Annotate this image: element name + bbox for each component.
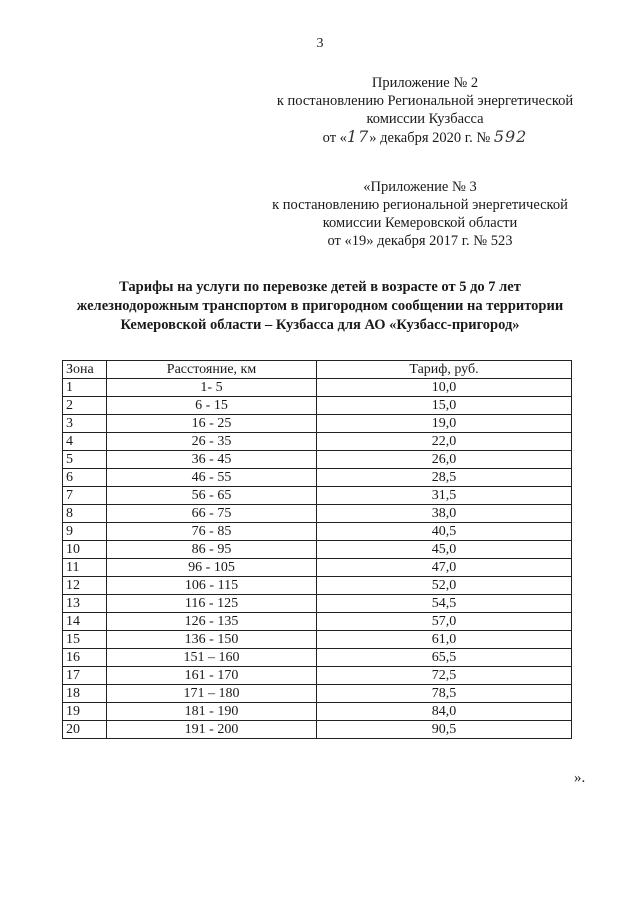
- table-row: [63, 523, 572, 541]
- cell-zone: 3: [63, 415, 107, 433]
- cell-tariff: 28,5: [317, 469, 572, 487]
- cell-distance: 136 - 150: [107, 631, 317, 649]
- cell-tariff: 47,0: [317, 559, 572, 577]
- cell-distance: 191 - 200: [107, 721, 317, 739]
- table-row: [63, 667, 572, 685]
- cell-tariff: 61,0: [317, 631, 572, 649]
- cell-tariff: 65,5: [317, 649, 572, 667]
- cell-zone: 16: [63, 649, 107, 667]
- table-row: [63, 415, 572, 433]
- header-zone: Зона: [63, 361, 107, 379]
- header-distance: Расстояние, км: [107, 361, 317, 379]
- appendix-new-line3: комиссии Кузбасса: [366, 111, 484, 127]
- tariff-table: [62, 360, 572, 739]
- cell-zone: 5: [63, 451, 107, 469]
- handwritten-number: 592: [493, 127, 528, 146]
- handwritten-day: 17: [346, 127, 370, 146]
- cell-zone: 8: [63, 505, 107, 523]
- table-row: [63, 505, 572, 523]
- table-row: [63, 721, 572, 739]
- cell-tariff: 40,5: [317, 523, 572, 541]
- cell-tariff: 10,0: [317, 379, 572, 397]
- cell-distance: 56 - 65: [107, 487, 317, 505]
- cell-distance: 26 - 35: [107, 433, 317, 451]
- cell-tariff: 45,0: [317, 541, 572, 559]
- table-body: [63, 379, 572, 739]
- table-row: [63, 541, 572, 559]
- cell-distance: 76 - 85: [107, 523, 317, 541]
- appendix-new-line2: к постановлению Региональной энергетической: [276, 93, 574, 109]
- cell-distance: 116 - 125: [107, 595, 317, 613]
- date-prefix: от «: [322, 130, 347, 146]
- cell-zone: 9: [63, 523, 107, 541]
- cell-distance: 171 – 180: [107, 685, 317, 703]
- cell-zone: 13: [63, 595, 107, 613]
- cell-distance: 66 - 75: [107, 505, 317, 523]
- table-row: [63, 649, 572, 667]
- cell-tariff: 31,5: [317, 487, 572, 505]
- table-row: [63, 433, 572, 451]
- title-line1: Тарифы на услуги по перевозке детей в возрасте от 5 до 7 лет: [119, 279, 521, 295]
- appendix-new: [260, 74, 590, 147]
- table-row: [63, 595, 572, 613]
- cell-tariff: 78,5: [317, 685, 572, 703]
- cell-distance: 46 - 55: [107, 469, 317, 487]
- appendix-new-date: [260, 128, 590, 147]
- cell-zone: 7: [63, 487, 107, 505]
- cell-zone: 20: [63, 721, 107, 739]
- cell-tariff: 19,0: [317, 415, 572, 433]
- table-row: [63, 451, 572, 469]
- title-line3: Кемеровской области – Кузбасса для АО «Кузбасс-пригород»: [120, 317, 520, 333]
- cell-tariff: 72,5: [317, 667, 572, 685]
- cell-tariff: 52,0: [317, 577, 572, 595]
- cell-zone: 19: [63, 703, 107, 721]
- table-row: [63, 397, 572, 415]
- cell-tariff: 38,0: [317, 505, 572, 523]
- cell-zone: 6: [63, 469, 107, 487]
- cell-zone: 18: [63, 685, 107, 703]
- cell-distance: 181 - 190: [107, 703, 317, 721]
- table-header-row: [63, 361, 572, 379]
- cell-tariff: 57,0: [317, 613, 572, 631]
- cell-tariff: 26,0: [317, 451, 572, 469]
- table-row: [63, 487, 572, 505]
- cell-distance: 126 - 135: [107, 613, 317, 631]
- cell-zone: 10: [63, 541, 107, 559]
- appendix-old-line2: к постановлению региональной энергетической: [272, 197, 568, 213]
- cell-tariff: 22,0: [317, 433, 572, 451]
- title-line2: железнодорожным транспортом в пригородном сообщении на территории: [76, 298, 564, 314]
- date-mid: » декабря 2020 г. №: [369, 130, 494, 146]
- cell-distance: 161 - 170: [107, 667, 317, 685]
- table-row: [63, 631, 572, 649]
- table-row: [63, 559, 572, 577]
- table-row: [63, 469, 572, 487]
- appendix-new-line1: Приложение № 2: [371, 75, 479, 91]
- closing-quote: ».: [574, 770, 586, 786]
- cell-zone: 1: [63, 379, 107, 397]
- appendix-old-line4: от «19» декабря 2017 г. № 523: [327, 233, 513, 249]
- cell-tariff: 15,0: [317, 397, 572, 415]
- table-row: [63, 703, 572, 721]
- cell-zone: 15: [63, 631, 107, 649]
- cell-zone: 12: [63, 577, 107, 595]
- cell-tariff: 54,5: [317, 595, 572, 613]
- table-row: [63, 379, 572, 397]
- cell-distance: 6 - 15: [107, 397, 317, 415]
- appendix-old-line1: «Приложение № 3: [363, 179, 477, 195]
- cell-zone: 4: [63, 433, 107, 451]
- table-row: [63, 613, 572, 631]
- cell-distance: 151 – 160: [107, 649, 317, 667]
- cell-distance: 16 - 25: [107, 415, 317, 433]
- cell-zone: 14: [63, 613, 107, 631]
- cell-zone: 17: [63, 667, 107, 685]
- cell-zone: 11: [63, 559, 107, 577]
- cell-tariff: 84,0: [317, 703, 572, 721]
- table-row: [63, 685, 572, 703]
- header-tariff: Тариф, руб.: [317, 361, 572, 379]
- table-row: [63, 577, 572, 595]
- cell-distance: 96 - 105: [107, 559, 317, 577]
- appendix-old-line3: комиссии Кемеровской области: [322, 215, 518, 231]
- page-number: 3: [316, 36, 324, 51]
- document-title: [40, 278, 600, 335]
- cell-zone: 2: [63, 397, 107, 415]
- cell-tariff: 90,5: [317, 721, 572, 739]
- appendix-old: [255, 178, 585, 250]
- cell-distance: 86 - 95: [107, 541, 317, 559]
- cell-distance: 1- 5: [107, 379, 317, 397]
- cell-distance: 36 - 45: [107, 451, 317, 469]
- cell-distance: 106 - 115: [107, 577, 317, 595]
